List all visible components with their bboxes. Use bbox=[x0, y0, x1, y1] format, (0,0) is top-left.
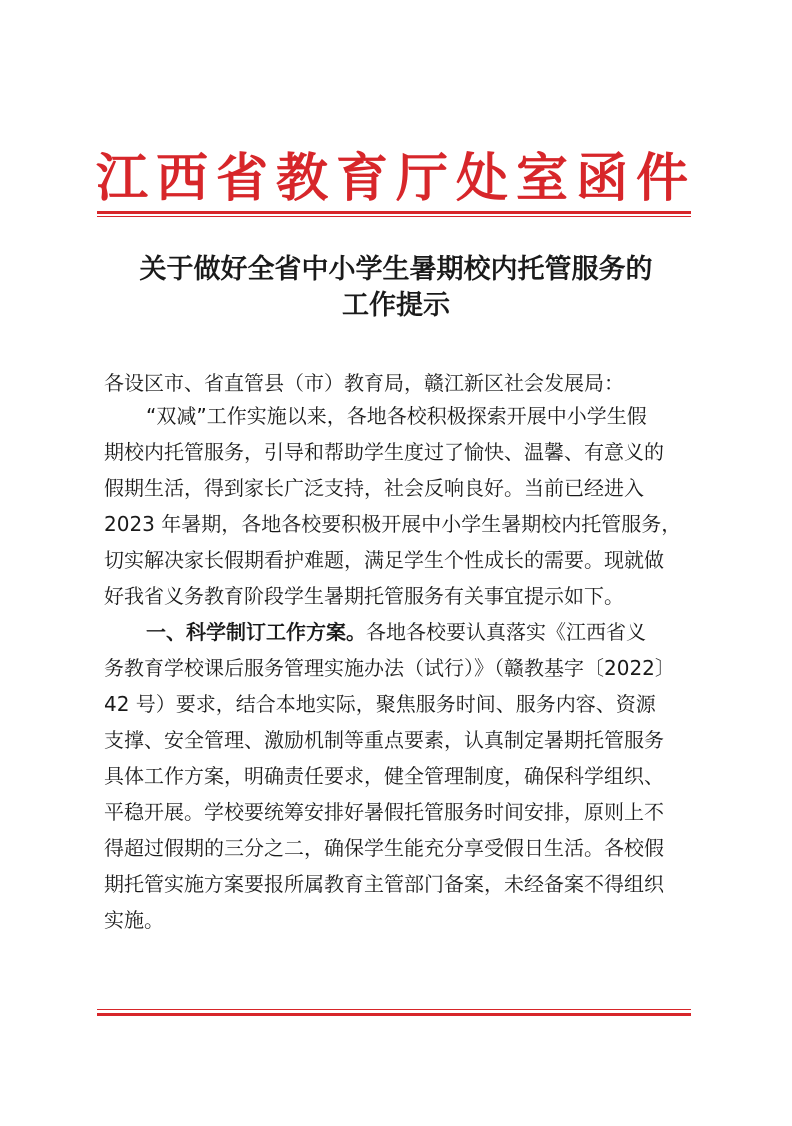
paragraph-line: 实施。 bbox=[104, 908, 164, 932]
paragraph-line: 期校内托管服务，引导和帮助学生度过了愉快、温馨、有意义的 bbox=[104, 440, 664, 464]
paragraph-line: 假期生活，得到家长广泛支持，社会反响良好。当前已经进入 bbox=[104, 476, 644, 500]
footer-rule-thin bbox=[97, 1009, 691, 1010]
section-1-first-line bbox=[146, 617, 646, 647]
paragraph-line: 期托管实施方案要报所属教育主管部门备案，未经备案不得组织 bbox=[104, 872, 664, 896]
letterhead-title: 江西省教育厅处室函件 bbox=[95, 148, 696, 209]
paragraph-line: 具体工作方案，明确责任要求，健全管理制度，确保科学组织、 bbox=[104, 764, 664, 788]
paragraph-line: 务教育学校课后服务管理实施办法（试行）》（赣教基字〔2022〕 bbox=[104, 656, 675, 680]
paragraph-line: “双减”工作实施以来，各地各校积极探索开展中小学生假 bbox=[146, 404, 647, 428]
document-title-line-1: 关于做好全省中小学生暑期校内托管服务的 bbox=[139, 254, 653, 285]
paragraph-line: 2023 年暑期，各地各校要积极开展中小学生暑期校内托管服务， bbox=[104, 512, 682, 536]
footer-rule-thick bbox=[97, 1013, 691, 1016]
paragraph-line: 42 号）要求，结合本地实际，聚焦服务时间、服务内容、资源 bbox=[104, 692, 656, 716]
paragraph-line: 得超过假期的三分之二，确保学生能充分享受假日生活。各校假 bbox=[104, 836, 664, 860]
paragraph-line: 平稳开展。学校要统筹安排好暑假托管服务时间安排，原则上不 bbox=[104, 800, 664, 824]
paragraph-line: 好我省义务教育阶段学生暑期托管服务有关事宜提示如下。 bbox=[104, 584, 624, 608]
section-1-heading: 一、科学制订工作方案。 bbox=[146, 620, 366, 644]
letterhead-rule-thick bbox=[97, 211, 691, 214]
paragraph-line: 切实解决家长假期看护难题，满足学生个性成长的需要。现就做 bbox=[104, 548, 664, 572]
salutation: 各设区市、省直管县（市）教育局，赣江新区社会发展局： bbox=[104, 371, 624, 395]
document-title-line-2: 工作提示 bbox=[342, 290, 450, 321]
letterhead-rule-thin bbox=[97, 216, 691, 217]
section-1-first-line-text: 各地各校要认真落实《江西省义 bbox=[366, 620, 646, 644]
paragraph-line: 支撑、安全管理、激励机制等重点要素，认真制定暑期托管服务 bbox=[104, 728, 664, 752]
